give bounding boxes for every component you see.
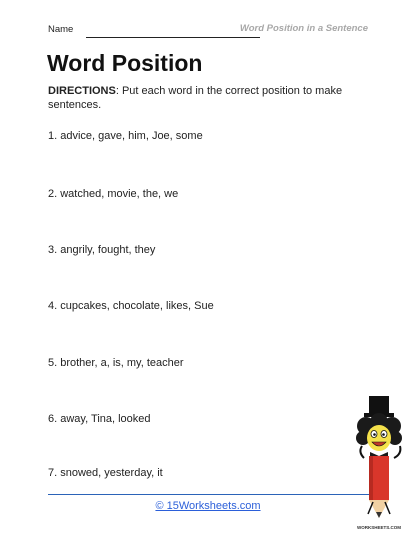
worksheet-topic-tag: Word Position in a Sentence [239,23,368,34]
mascot-logo-text: WORKSHEETS.COM [356,525,402,530]
pencil-mascot-icon [356,396,406,532]
question-item: 2. watched, movie, the, we [48,188,179,200]
question-item: 1. advice, gave, him, Joe, some [48,130,203,142]
name-input-line [86,37,260,38]
worksheet-header [48,24,368,40]
directions [48,84,378,112]
footer-divider [48,494,378,495]
footer [0,500,416,512]
question-item: 4. cupcakes, chocolate, likes, Sue [48,300,214,312]
question-item: 7. snowed, yesterday, it [48,467,163,479]
name-label: Name [48,24,74,35]
question-item: 6. away, Tina, looked [48,413,151,425]
question-item: 5. brother, a, is, my, teacher [48,357,184,369]
directions-label: DIRECTIONS [48,85,116,97]
page-title: Word Position [47,50,203,76]
question-item: 3. angrily, fought, they [48,244,156,256]
directions-text: : Put each word in the correct position to make sentences. [48,85,343,111]
site-link[interactable]: © 15Worksheets.com [155,500,261,512]
